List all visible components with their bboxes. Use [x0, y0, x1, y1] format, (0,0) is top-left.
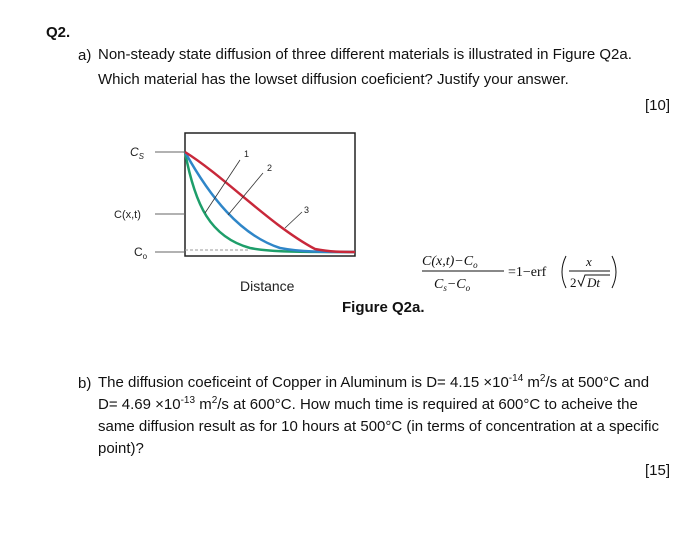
curve-1-label: 1 [244, 149, 250, 159]
part-a-line-1: Non-steady state diffusion of three different materials is illustrated in Figure Q2a. [98, 46, 632, 63]
curve-1-pointer [205, 160, 240, 213]
question-number: Q2. [46, 24, 71, 41]
formula-left-paren [562, 256, 566, 288]
curve-3-pointer [285, 212, 302, 228]
formula-erf: =1−erf [508, 265, 547, 280]
diffusion-figure [100, 125, 370, 305]
part-a-marks: [10] [645, 97, 671, 114]
formula-denominator: $C_s-C_o$ [434, 277, 471, 293]
cxt-label: C(x,t) [114, 209, 141, 221]
formula-two: 2 [570, 275, 577, 290]
formula-right-paren [612, 256, 616, 288]
curve-3-label: 3 [304, 205, 310, 215]
part-b-line-3: same diffusion result as for 10 hours at 500°C (in terms of concentration at a specific [98, 418, 659, 435]
formula-x: x [586, 254, 592, 269]
formula-numerator: $C(x,t)-C_o$ [422, 254, 478, 270]
part-b-marks: [15] [645, 462, 671, 479]
curve-2-label: 2 [267, 163, 273, 173]
cs-label: $C_S$ [130, 145, 145, 161]
formula-dt: Dt [587, 275, 600, 290]
part-b-line-2: $D= 4.69 \times 10^{-13}$ $m^2/s$ at 600°C. How much time is required at 600°C to acheive the [98, 395, 638, 413]
part-a-letter: a) [78, 47, 92, 64]
figure-caption: Figure Q2a. [342, 299, 425, 316]
plot-frame [185, 133, 355, 256]
x-axis-label: Distance [240, 278, 295, 294]
co-label: $C_o$ [134, 245, 148, 261]
part-a-line-2: Which material has the lowset diffusion coeficient? Justify your answer. [98, 71, 569, 88]
part-b-line-4: point)? [98, 440, 144, 457]
part-b-letter: b) [78, 375, 92, 392]
error-function-formula [420, 248, 620, 298]
part-b-line-1: The diffusion coeficeint of Copper in Aluminum is $D= 4.15 \times 10^{-14}$ $m^2/s$ at 500°C and [98, 373, 650, 391]
